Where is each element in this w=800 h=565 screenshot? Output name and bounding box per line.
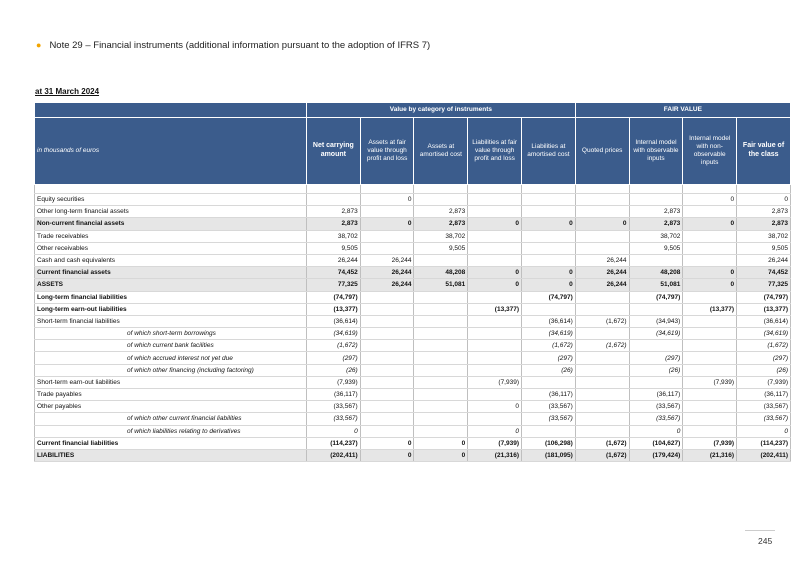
header-group-fair-value: FAIR VALUE: [575, 103, 790, 118]
note-title: [36, 40, 430, 51]
table-cell: 2,873: [414, 206, 468, 218]
table-cell: (7,939): [683, 376, 737, 388]
table-cell: (34,943): [629, 315, 683, 327]
table-cell: [414, 254, 468, 266]
table-cell: 9,505: [414, 242, 468, 254]
table-cell: (36,117): [737, 389, 791, 401]
table-cell: [414, 315, 468, 327]
header-group-value: Value by category of instruments: [306, 103, 575, 118]
table-cell: (1,672): [522, 340, 576, 352]
table-cell: (1,672): [575, 340, 629, 352]
table-cell: [629, 376, 683, 388]
table-cell: [683, 328, 737, 340]
row-label: of which liabilities relating to derivatives: [35, 425, 307, 437]
table-cell: (33,567): [522, 401, 576, 413]
table-cell: [468, 194, 522, 206]
table-cell: [414, 389, 468, 401]
table-cell: [575, 230, 629, 242]
table-cell: [468, 242, 522, 254]
header-blank: [35, 103, 307, 118]
table-cell: [360, 352, 414, 364]
table-cell: 26,244: [360, 254, 414, 266]
table-cell: [575, 194, 629, 206]
table-cell: [522, 194, 576, 206]
table-cell: (33,567): [737, 413, 791, 425]
table-cell: 2,873: [737, 218, 791, 230]
table-cell: (36,614): [306, 315, 360, 327]
table-cell: (1,672): [306, 340, 360, 352]
table-cell: (7,939): [468, 376, 522, 388]
table-cell: (297): [629, 352, 683, 364]
table-row: [35, 267, 791, 279]
table-cell: [683, 315, 737, 327]
table-row: [35, 194, 791, 206]
column-header: Liabilities at fair value through profit and loss: [468, 118, 522, 185]
row-label: Non-current financial assets: [35, 218, 307, 230]
table-cell: [414, 194, 468, 206]
table-cell: 0: [360, 449, 414, 461]
table-cell: 74,452: [737, 267, 791, 279]
table-cell: (104,627): [629, 437, 683, 449]
table-cell: 2,873: [306, 206, 360, 218]
table-cell: [683, 352, 737, 364]
table-cell: [683, 401, 737, 413]
table-cell: [575, 352, 629, 364]
column-header: Internal model with observable inputs: [629, 118, 683, 185]
table-row: [35, 364, 791, 376]
table-row: [35, 242, 791, 254]
row-label: LIABILITIES: [35, 449, 307, 461]
table-cell: [468, 352, 522, 364]
table-cell: [683, 340, 737, 352]
table-cell: 38,702: [414, 230, 468, 242]
table-cell: (34,619): [522, 328, 576, 340]
table-cell: [575, 401, 629, 413]
row-label: Trade receivables: [35, 230, 307, 242]
table-cell: (202,411): [306, 449, 360, 461]
row-label: Trade payables: [35, 389, 307, 401]
table-cell: [360, 291, 414, 303]
table-cell: 0: [683, 194, 737, 206]
table-cell: [360, 315, 414, 327]
table-cell: (7,939): [468, 437, 522, 449]
table-cell: (33,567): [306, 413, 360, 425]
table-cell: [683, 291, 737, 303]
table-cell: (297): [522, 352, 576, 364]
table-cell: [360, 303, 414, 315]
row-label: Current financial liabilities: [35, 437, 307, 449]
table-cell: (179,424): [629, 449, 683, 461]
table-cell: [306, 194, 360, 206]
table-row: [35, 218, 791, 230]
table-cell: 0: [306, 425, 360, 437]
bullet-icon: ●: [36, 40, 42, 50]
table-cell: [468, 328, 522, 340]
table-cell: [468, 364, 522, 376]
table-cell: [683, 425, 737, 437]
table-row: [35, 437, 791, 449]
table-cell: 48,208: [414, 267, 468, 279]
table-cell: [414, 291, 468, 303]
table-cell: (297): [306, 352, 360, 364]
table-cell: [414, 364, 468, 376]
table-cell: 0: [360, 218, 414, 230]
table-cell: (21,316): [683, 449, 737, 461]
table-cell: [522, 376, 576, 388]
table-cell: [360, 413, 414, 425]
table-cell: (36,117): [306, 389, 360, 401]
table-cell: (33,567): [629, 413, 683, 425]
table-cell: [360, 242, 414, 254]
table-cell: [468, 340, 522, 352]
table-cell: [522, 425, 576, 437]
table-cell: [575, 242, 629, 254]
table-cell: 2,873: [629, 206, 683, 218]
table-cell: (34,619): [306, 328, 360, 340]
table-cell: [683, 254, 737, 266]
table-cell: [575, 413, 629, 425]
table-cell: [575, 206, 629, 218]
table-row: [35, 230, 791, 242]
table-cell: 0: [360, 194, 414, 206]
table-cell: (181,095): [522, 449, 576, 461]
table-cell: 0: [468, 425, 522, 437]
table-row: [35, 315, 791, 327]
table-cell: 0: [683, 279, 737, 291]
row-label: Cash and cash equivalents: [35, 254, 307, 266]
table-cell: [414, 376, 468, 388]
row-label: Equity securities: [35, 194, 307, 206]
table-cell: [629, 340, 683, 352]
table-cell: (7,939): [737, 376, 791, 388]
table-cell: (36,614): [522, 315, 576, 327]
table-cell: [575, 291, 629, 303]
table-cell: 77,325: [737, 279, 791, 291]
table-cell: (33,567): [522, 413, 576, 425]
table-cell: 0: [522, 218, 576, 230]
table-cell: (26): [522, 364, 576, 376]
table-row: [35, 413, 791, 425]
row-label: of which current bank facilities: [35, 340, 307, 352]
table-cell: [468, 413, 522, 425]
table-cell: (33,567): [629, 401, 683, 413]
table-cell: (26): [306, 364, 360, 376]
table-cell: (21,316): [468, 449, 522, 461]
row-label: of which short-term borrowings: [35, 328, 307, 340]
table-row: [35, 303, 791, 315]
table-cell: [414, 328, 468, 340]
table-cell: 26,244: [575, 267, 629, 279]
table-cell: [629, 194, 683, 206]
table-cell: (36,117): [629, 389, 683, 401]
table-cell: [575, 376, 629, 388]
table-cell: [360, 389, 414, 401]
table-cell: 0: [683, 267, 737, 279]
table-cell: [575, 425, 629, 437]
table-cell: [629, 254, 683, 266]
table-cell: 74,452: [306, 267, 360, 279]
table-cell: [360, 328, 414, 340]
table-cell: (7,939): [306, 376, 360, 388]
table-cell: (1,672): [737, 340, 791, 352]
table-cell: (36,117): [522, 389, 576, 401]
table-cell: (1,672): [575, 449, 629, 461]
table-cell: 2,873: [737, 206, 791, 218]
table-cell: 51,081: [629, 279, 683, 291]
table-cell: 0: [575, 218, 629, 230]
table-cell: [468, 291, 522, 303]
table-cell: 0: [683, 218, 737, 230]
table-cell: [468, 254, 522, 266]
table-row: [35, 340, 791, 352]
table-cell: [414, 352, 468, 364]
table-date-heading: at 31 March 2024: [35, 87, 100, 96]
table-cell: [414, 425, 468, 437]
table-cell: (74,797): [737, 291, 791, 303]
row-label: of which other financing (including factoring): [35, 364, 307, 376]
table-cell: [683, 389, 737, 401]
table-cell: 2,873: [306, 218, 360, 230]
table-cell: [522, 303, 576, 315]
table-cell: (34,619): [629, 328, 683, 340]
table-cell: [575, 303, 629, 315]
table-cell: [468, 230, 522, 242]
table-cell: [683, 242, 737, 254]
table-row: [35, 291, 791, 303]
column-header: Liabilities at amortised cost: [522, 118, 576, 185]
table-cell: (13,377): [683, 303, 737, 315]
table-cell: (36,614): [737, 315, 791, 327]
table-cell: 9,505: [306, 242, 360, 254]
column-header: Assets at amortised cost: [414, 118, 468, 185]
table-cell: [360, 425, 414, 437]
table-cell: 38,702: [737, 230, 791, 242]
table-cell: 0: [414, 437, 468, 449]
table-cell: [360, 364, 414, 376]
table-cell: [468, 206, 522, 218]
table-cell: [575, 328, 629, 340]
table-cell: [414, 303, 468, 315]
table-cell: [522, 254, 576, 266]
table-cell: [360, 230, 414, 242]
row-label: of which accrued interest not yet due: [35, 352, 307, 364]
table-cell: [468, 389, 522, 401]
table-cell: (1,672): [575, 315, 629, 327]
row-label: Long-term earn-out liabilities: [35, 303, 307, 315]
header-units-label: in thousands of euros: [35, 118, 307, 185]
table-cell: 9,505: [629, 242, 683, 254]
table-cell: 38,702: [629, 230, 683, 242]
table-cell: (34,619): [737, 328, 791, 340]
column-header: Fair value of the class: [737, 118, 791, 185]
table-cell: [683, 230, 737, 242]
note-title-text: Note 29 – Financial instruments (additional information pursuant to the adoption of IFRS 7): [49, 40, 431, 51]
table-cell: 26,244: [737, 254, 791, 266]
table-cell: [522, 242, 576, 254]
table-cell: (13,377): [306, 303, 360, 315]
table-cell: 0: [737, 425, 791, 437]
table-cell: (26): [629, 364, 683, 376]
table-cell: [414, 340, 468, 352]
table-spacer-row: [35, 185, 791, 194]
table-cell: (297): [737, 352, 791, 364]
row-label: Long-term financial liabilities: [35, 291, 307, 303]
table-cell: [629, 303, 683, 315]
financial-instruments-table: [34, 102, 791, 462]
table-cell: [360, 206, 414, 218]
table-cell: 0: [468, 401, 522, 413]
table-cell: 26,244: [575, 254, 629, 266]
table-cell: 51,081: [414, 279, 468, 291]
table-row: [35, 449, 791, 461]
table-cell: [414, 413, 468, 425]
table-cell: [683, 206, 737, 218]
table-cell: [468, 315, 522, 327]
table-cell: 77,325: [306, 279, 360, 291]
table-body: [35, 185, 791, 462]
table-cell: 2,873: [629, 218, 683, 230]
table-row: [35, 401, 791, 413]
table-cell: 0: [522, 279, 576, 291]
table-cell: 0: [522, 267, 576, 279]
row-label: of which other current financial liabilities: [35, 413, 307, 425]
table-cell: [360, 401, 414, 413]
table-cell: [683, 413, 737, 425]
table-row: [35, 254, 791, 266]
table-cell: (74,797): [629, 291, 683, 303]
table-row: [35, 376, 791, 388]
column-header: Assets at fair value through profit and loss: [360, 118, 414, 185]
table-row: [35, 425, 791, 437]
page-number: 245: [758, 536, 773, 546]
table-cell: 9,505: [737, 242, 791, 254]
table-cell: (106,298): [522, 437, 576, 449]
table-cell: (33,567): [737, 401, 791, 413]
table-cell: 26,244: [360, 279, 414, 291]
table-row: [35, 279, 791, 291]
table-cell: 0: [468, 267, 522, 279]
table-cell: [575, 364, 629, 376]
column-header: Net carrying amount: [306, 118, 360, 185]
table-cell: 26,244: [306, 254, 360, 266]
table-cell: (74,797): [522, 291, 576, 303]
table-cell: [360, 376, 414, 388]
table-cell: (74,797): [306, 291, 360, 303]
table-cell: (33,567): [306, 401, 360, 413]
table-row: [35, 328, 791, 340]
table-cell: 0: [360, 437, 414, 449]
table-cell: (114,237): [306, 437, 360, 449]
table-cell: [414, 401, 468, 413]
column-header: Internal model with non-observable inputs: [683, 118, 737, 185]
table-row: [35, 206, 791, 218]
table-cell: 26,244: [575, 279, 629, 291]
table-cell: (7,939): [683, 437, 737, 449]
table-cell: 0: [468, 218, 522, 230]
table-row: [35, 352, 791, 364]
table-cell: 38,702: [306, 230, 360, 242]
table-cell: (13,377): [737, 303, 791, 315]
table-cell: [575, 389, 629, 401]
table-cell: (114,237): [737, 437, 791, 449]
row-label: ASSETS: [35, 279, 307, 291]
table-cell: 0: [468, 279, 522, 291]
row-label: Other long-term financial assets: [35, 206, 307, 218]
row-label: Current financial assets: [35, 267, 307, 279]
row-label: Other receivables: [35, 242, 307, 254]
table-cell: [522, 206, 576, 218]
table-cell: 26,244: [360, 267, 414, 279]
table-row: [35, 389, 791, 401]
table-cell: [522, 230, 576, 242]
row-label: Short-term financial liabilities: [35, 315, 307, 327]
table-cell: (1,672): [575, 437, 629, 449]
page-number-rule: [745, 530, 775, 531]
table-cell: (13,377): [468, 303, 522, 315]
row-label: Other payables: [35, 401, 307, 413]
table-cell: 0: [629, 425, 683, 437]
column-header: Quoted prices: [575, 118, 629, 185]
table-cell: (26): [737, 364, 791, 376]
table-cell: (202,411): [737, 449, 791, 461]
table-cell: [360, 340, 414, 352]
table-cell: [683, 364, 737, 376]
table-cell: 0: [414, 449, 468, 461]
row-label: Short-term earn-out liabilities: [35, 376, 307, 388]
table-cell: 48,208: [629, 267, 683, 279]
table-cell: 0: [737, 194, 791, 206]
table-cell: 2,873: [414, 218, 468, 230]
